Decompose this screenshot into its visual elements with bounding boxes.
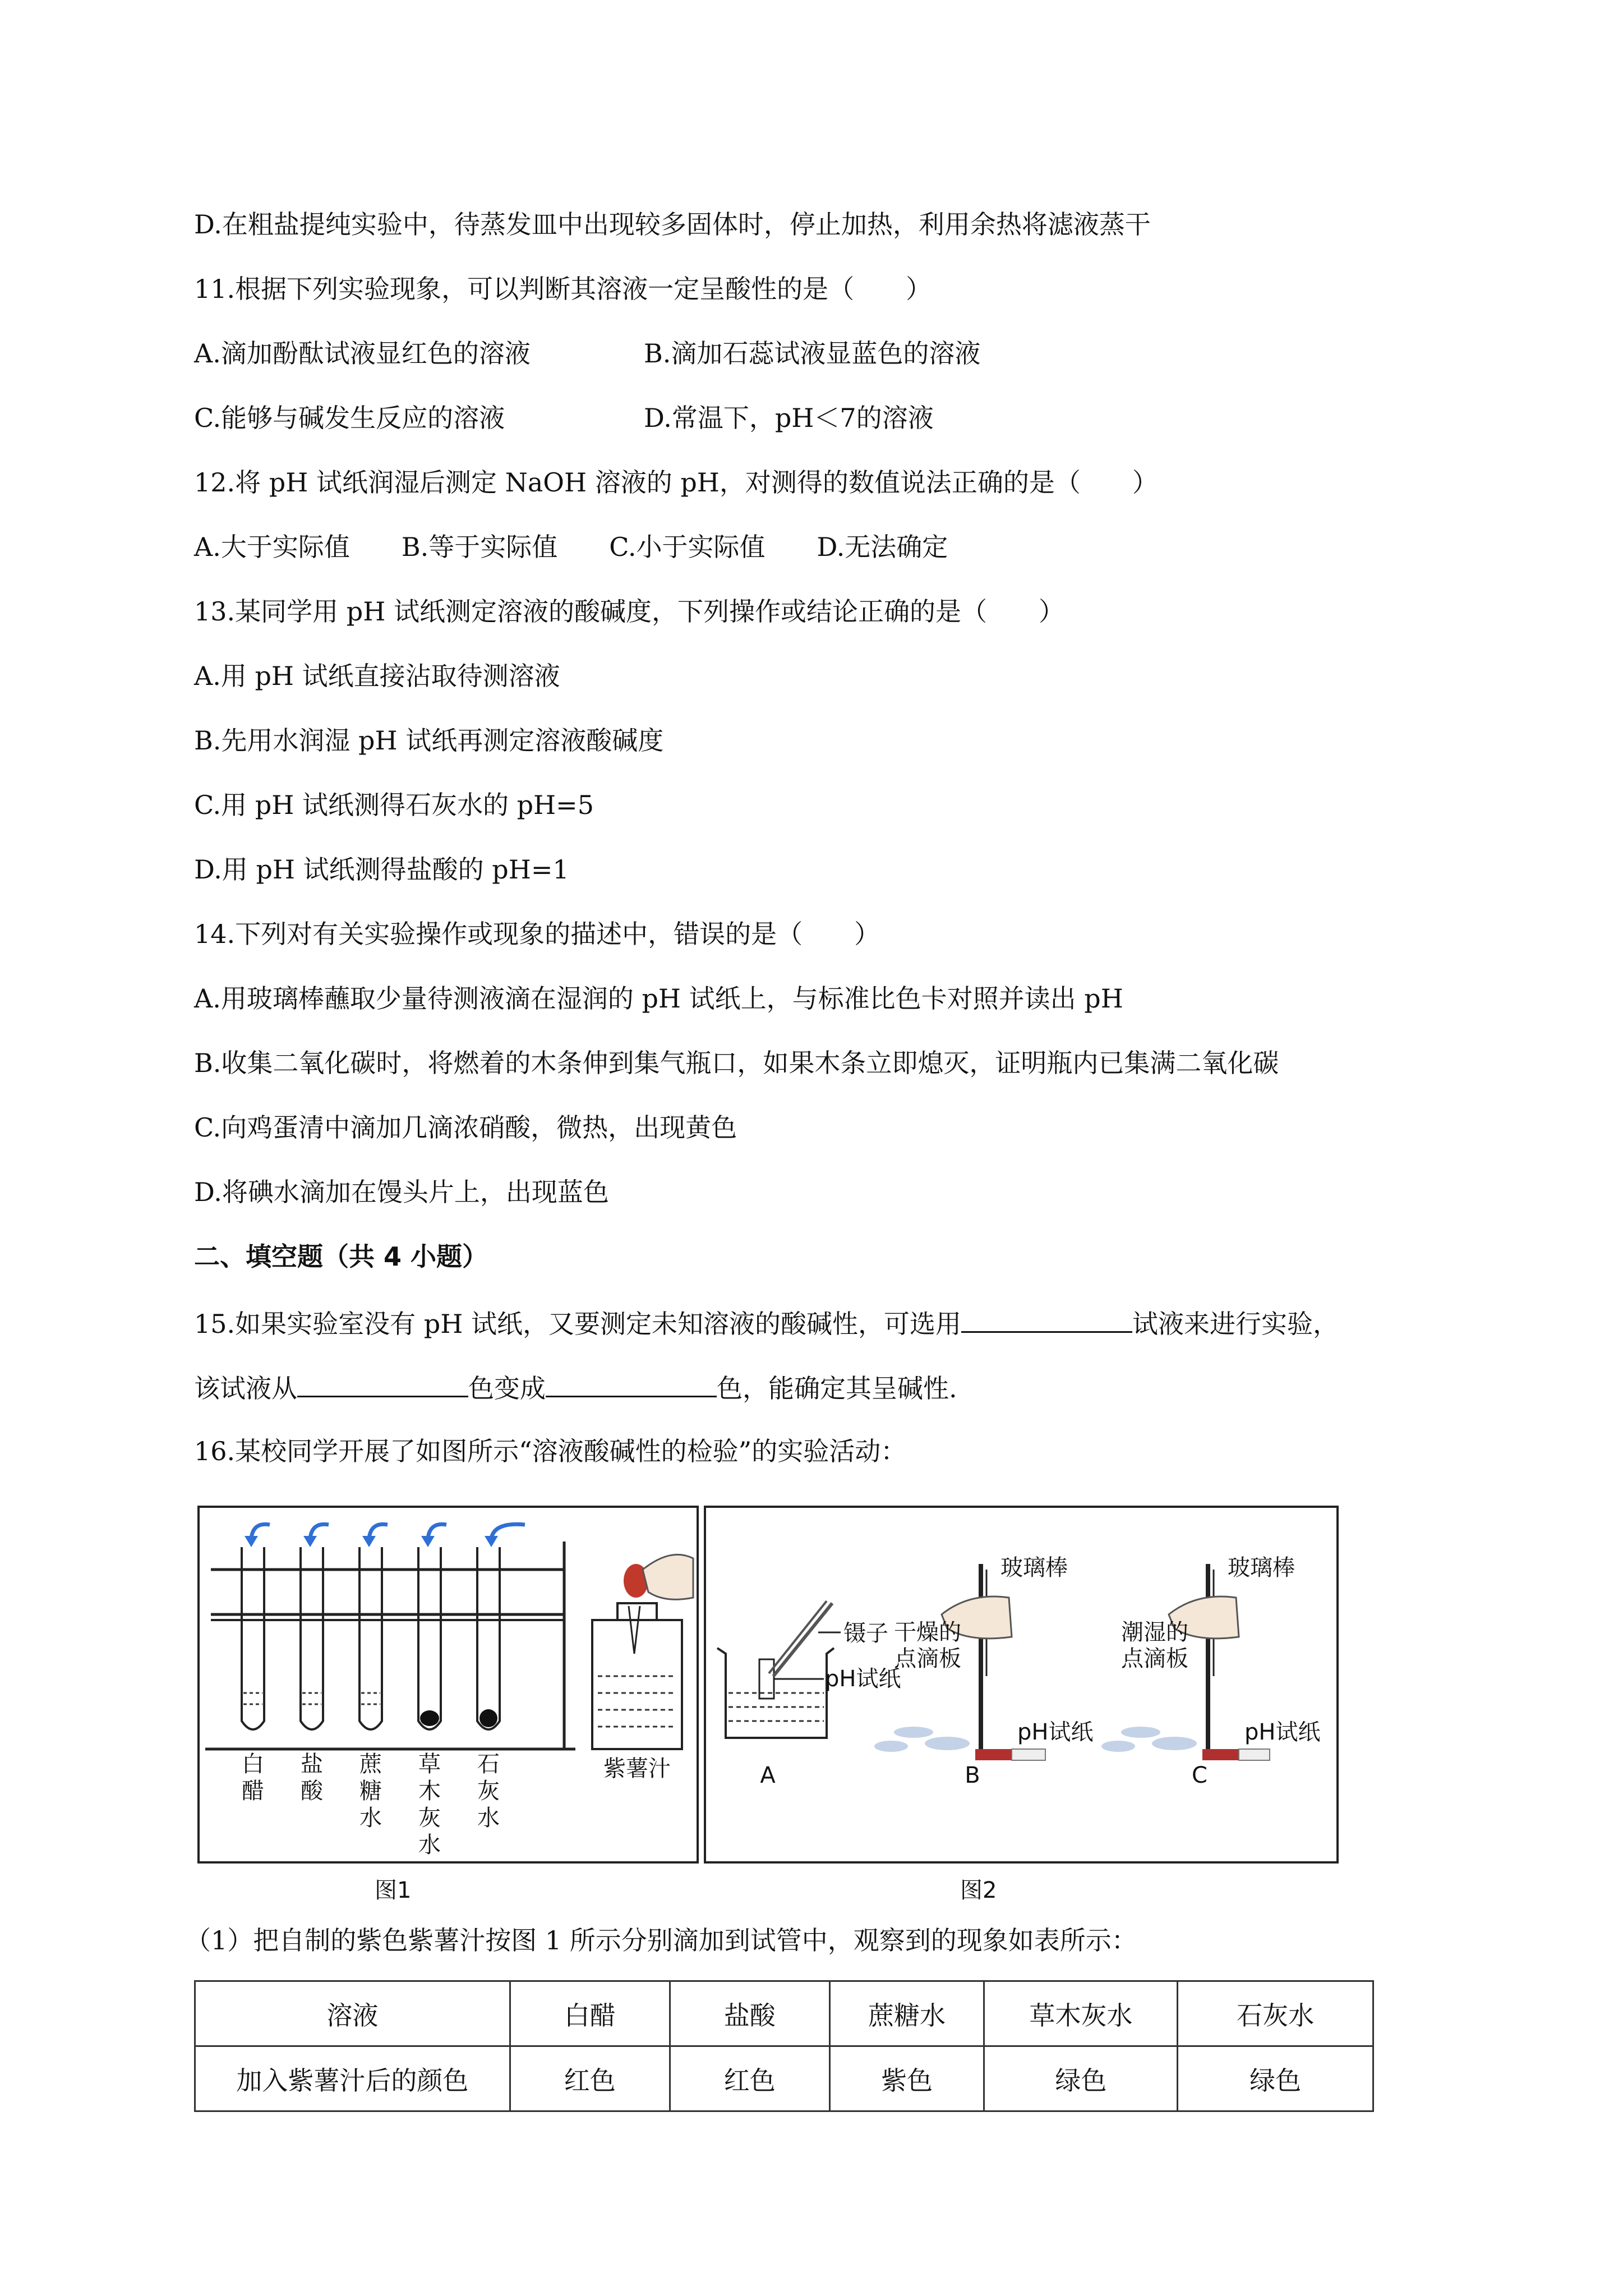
drop-arrow-icons	[251, 1524, 525, 1539]
question-16-part-1: （1）把自制的紫色紫薯汁按图 1 所示分别滴加到试管中，观察到的现象如表所示：	[185, 1925, 1137, 1955]
section-title: 二、填空题（共 4 小题）	[194, 1241, 488, 1272]
test-tube-4	[418, 1547, 441, 1729]
tube-label-1-b: 醋	[242, 1778, 264, 1804]
table-header-row	[195, 1981, 1373, 2046]
table-cell: 盐酸	[670, 1981, 829, 2046]
question-16: 16.某校同学开展了如图所示“溶液酸碱性的检验”的实验活动：	[194, 1436, 907, 1466]
q14-option-c: C.向鸡蛋清中滴加几滴浓硝酸，微热，出现黄色	[194, 1112, 737, 1143]
test-tube-2	[301, 1547, 323, 1729]
label-dry-2: 点滴板	[894, 1646, 961, 1672]
beaker-icon	[717, 1601, 841, 1738]
label-b: B	[965, 1763, 980, 1788]
q11-option-d: D.常温下，pH＜7的溶液	[644, 403, 934, 433]
label-ph-paper-a: pH试纸	[825, 1666, 901, 1692]
figure-2-caption: 图2	[960, 1878, 997, 1903]
question-11: 11.根据下列实验现象，可以判断其溶液一定呈酸性的是（ ）	[194, 274, 932, 304]
q14-option-b: B.收集二氧化碳时，将燃着的木条伸到集气瓶口，如果木条立即熄灭，证明瓶内已集满二氧化碳	[194, 1048, 1279, 1078]
table-cell: 红色	[670, 2046, 829, 2111]
question-15-line1	[194, 1306, 1339, 1340]
table-row	[195, 2046, 1373, 2111]
figure-1-box	[197, 1506, 699, 1864]
q13-option-c: C.用 pH 试纸测得石灰水的 pH=5	[194, 790, 594, 820]
question-12: 12.将 pH 试纸润湿后测定 NaOH 溶液的 pH，对测得的数值说法正确的是（ ）	[194, 467, 1158, 498]
tube-label-4-a: 草	[418, 1751, 441, 1777]
figure-2-box	[704, 1506, 1339, 1864]
table-cell: 绿色	[1178, 2046, 1373, 2111]
label-ph-paper-b: pH试纸	[1017, 1719, 1094, 1745]
dropper-bottle-icon	[592, 1554, 693, 1749]
table-cell: 红色	[510, 2046, 670, 2111]
table-cell: 紫色	[829, 2046, 984, 2111]
q12-options: A.大于实际值 B.等于实际值 C.小于实际值 D.无法确定	[194, 532, 948, 562]
q15-text-2: 试液来进行实验，	[1132, 1309, 1339, 1339]
q13-option-a: A.用 pH 试纸直接沾取待测溶液	[194, 661, 560, 691]
q11-option-c: C.能够与碱发生反应的溶液	[194, 403, 505, 433]
label-ph-paper-c: pH试纸	[1244, 1719, 1321, 1745]
question-15-line2	[194, 1371, 957, 1404]
tube-label-2-b: 酸	[301, 1778, 323, 1804]
q15-text-3: 该试液从	[194, 1373, 297, 1404]
answer-blank	[297, 1371, 468, 1397]
tube-label-1-a: 白	[242, 1751, 264, 1777]
tube-label-4-d: 水	[418, 1832, 441, 1858]
figure-1-caption: 图1	[375, 1878, 412, 1903]
figure-1-illustration	[200, 1508, 697, 1861]
q15-text-5: 色，能确定其呈碱性.	[717, 1373, 957, 1404]
tube-label-2-a: 盐	[301, 1751, 323, 1777]
answer-blank	[961, 1306, 1132, 1333]
label-dry-1: 干燥的	[894, 1619, 961, 1645]
figure-2-illustration	[706, 1508, 1336, 1861]
tube-label-3-b: 糖	[359, 1778, 382, 1804]
label-glass-rod-c: 玻璃棒	[1228, 1555, 1295, 1581]
tube-label-5-b: 灰	[477, 1778, 500, 1804]
table-cell: 绿色	[984, 2046, 1178, 2111]
tube-label-4-b: 木	[418, 1778, 441, 1804]
answer-blank	[546, 1371, 717, 1397]
tube-label-4-c: 灰	[418, 1805, 441, 1831]
label-tweezers: 镊子	[843, 1621, 888, 1646]
observation-table	[194, 1980, 1374, 2112]
q14-option-d: D.将碘水滴加在馒头片上，出现蓝色	[194, 1177, 609, 1207]
q11-option-a: A.滴加酚酞试液显红色的溶液	[194, 338, 531, 369]
test-tube-5	[477, 1547, 500, 1729]
q14-option-a: A.用玻璃棒蘸取少量待测液滴在湿润的 pH 试纸上，与标准比色卡对照并读出 pH	[194, 983, 1123, 1014]
label-wet-1: 潮湿的	[1121, 1619, 1188, 1645]
test-tube-3	[359, 1547, 382, 1729]
bottle-label: 紫薯汁	[603, 1756, 671, 1782]
table-cell: 溶液	[195, 1981, 510, 2046]
label-wet-2: 点滴板	[1121, 1646, 1188, 1672]
q10-option-d: D.在粗盐提纯实验中，待蒸发皿中出现较多固体时，停止加热，利用余热将滤液蒸干	[194, 209, 1151, 240]
table-cell: 白醋	[510, 1981, 670, 2046]
tube-label-5-a: 石	[477, 1751, 500, 1777]
q15-text-1: 15.如果实验室没有 pH 试纸，又要测定未知溶液的酸碱性，可选用	[194, 1309, 961, 1339]
label-a: A	[760, 1763, 776, 1788]
q13-option-b: B.先用水润湿 pH 试纸再测定溶液酸碱度	[194, 725, 664, 756]
question-14: 14.下列对有关实验操作或现象的描述中，错误的是（ ）	[194, 919, 880, 949]
question-13: 13.某同学用 pH 试纸测定溶液的酸碱度，下列操作或结论正确的是（ ）	[194, 596, 1064, 627]
label-glass-rod-b: 玻璃棒	[1000, 1555, 1068, 1581]
table-cell: 加入紫薯汁后的颜色	[195, 2046, 510, 2111]
test-tube-1	[242, 1547, 264, 1729]
table-cell: 蔗糖水	[829, 1981, 984, 2046]
table-cell: 石灰水	[1178, 1981, 1373, 2046]
q15-text-4: 色变成	[468, 1373, 546, 1404]
label-c: C	[1192, 1763, 1207, 1788]
q13-option-d: D.用 pH 试纸测得盐酸的 pH=1	[194, 854, 569, 885]
tube-label-3-c: 水	[359, 1805, 382, 1831]
tube-label-5-c: 水	[477, 1805, 500, 1831]
q11-option-b: B.滴加石蕊试液显蓝色的溶液	[644, 338, 981, 369]
tube-label-3-a: 蔗	[359, 1751, 382, 1777]
table-cell: 草木灰水	[984, 1981, 1178, 2046]
